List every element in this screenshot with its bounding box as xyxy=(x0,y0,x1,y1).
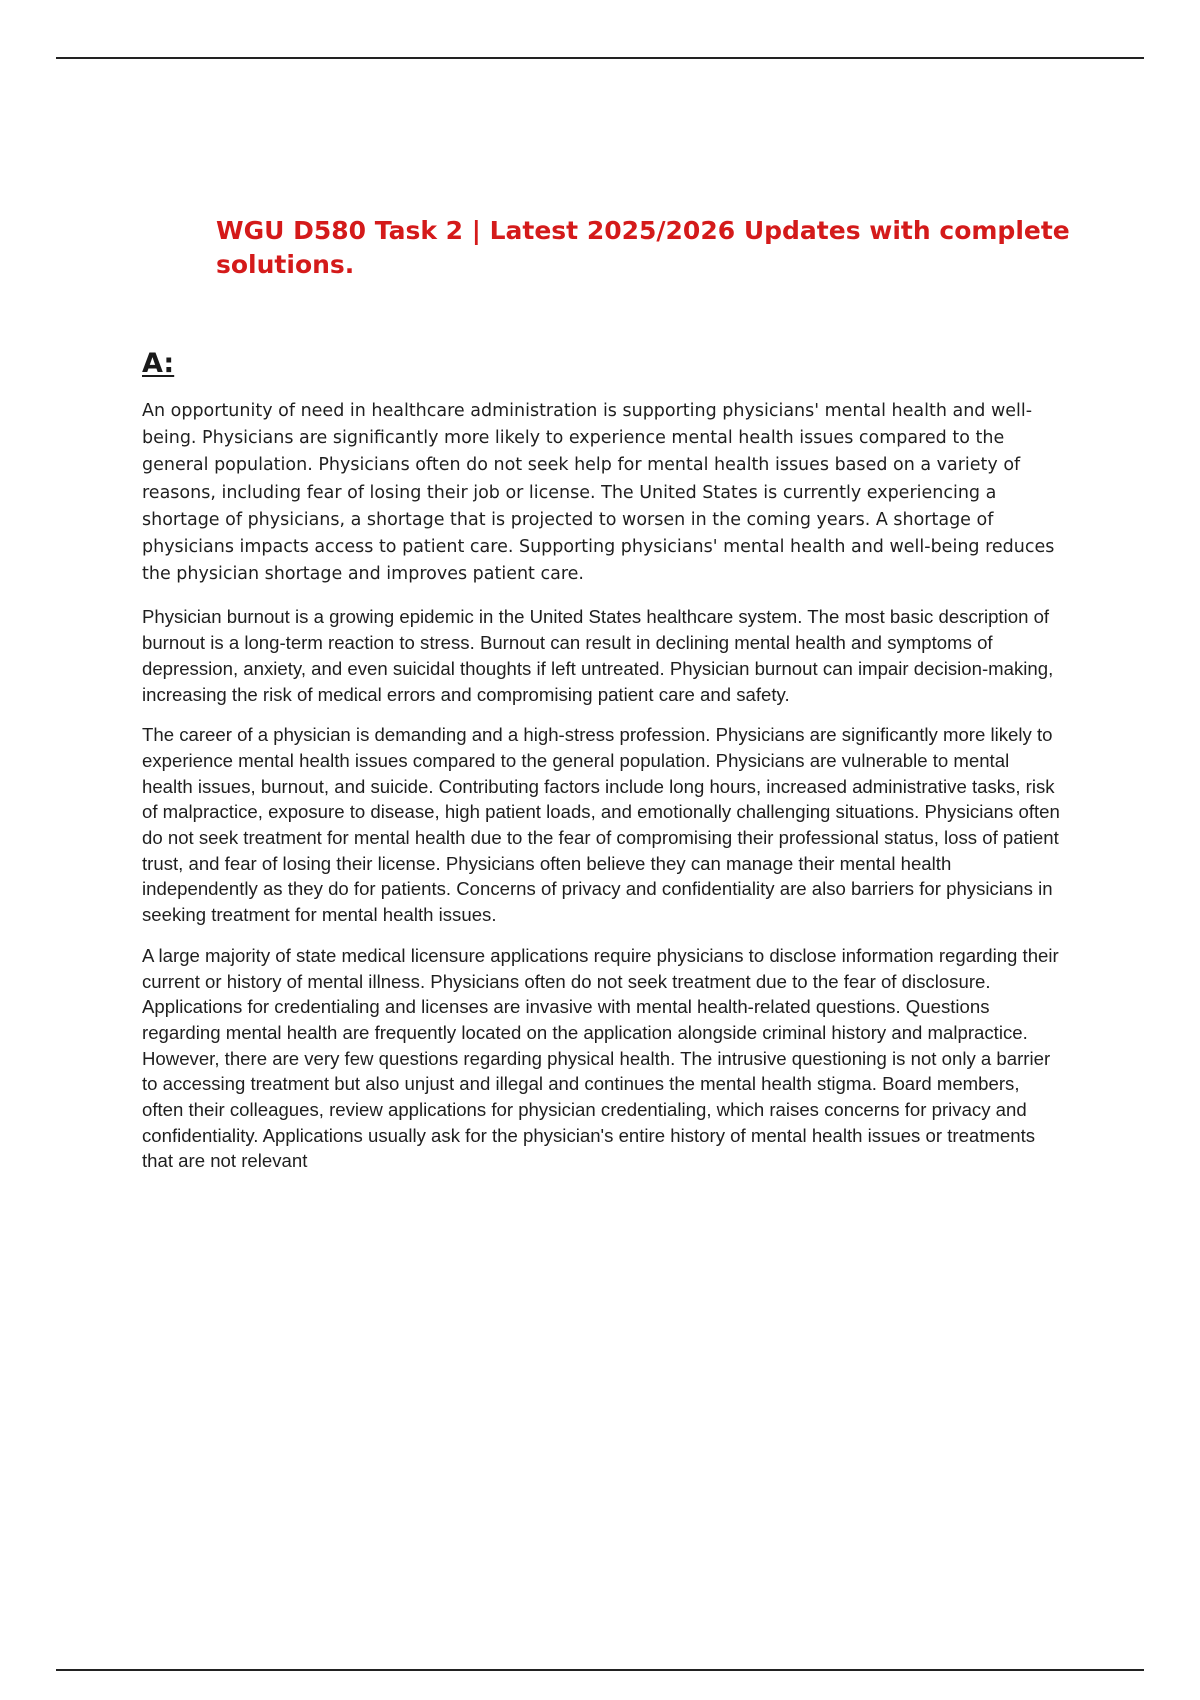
paragraph-1: An opportunity of need in healthcare administration is supporting physicians' mental health and well-being. Physicians are significantly more likely to experience mental health issues compared to the general population. Physicians often do not seek help for mental health issues based on a variety of reasons, including fear of losing their job or license. The United States is currently experiencing a shortage of physicians, a shortage that is projected to worsen in the coming years. A shortage of physicians impacts access to patient care. Supporting physicians' mental health and well-being reduces the physician shortage and improves patient care. xyxy=(142,401,1055,585)
document-body xyxy=(142,398,1060,1189)
paragraph-3: The career of a physician is demanding and a high-stress profession. Physicians are significantly more likely to experience mental health issues compared to the general population. Physicians are vulnerable to mental health issues, burnout, and suicide. Contributing factors include long hours, increased administrative tasks, risk of malpractice, exposure to disease, high patient loads, and emotionally challenging situations. Physicians often do not seek treatment for mental health due to the fear of compromising their professional status, loss of patient trust, and fear of losing their license. Physicians often believe they can manage their mental health independently as they do for patients. Concerns of privacy and confidentiality are also barriers for physicians in seeking treatment for mental health issues. xyxy=(142,724,1060,926)
bottom-rule xyxy=(56,1669,1144,1671)
section-heading: A: xyxy=(142,348,175,379)
paragraph-2: Physician burnout is a growing epidemic in the United States healthcare system. The most basic description of burnout is a long-term reaction to stress. Burnout can result in declining mental health and symptoms of depression, anxiety, and even suicidal thoughts if left untreated. Physician burnout can impair decision-making, increasing the risk of medical errors and compromising patient care and safety. xyxy=(142,606,1054,705)
paragraph-4: A large majority of state medical licensure applications require physicians to disclose information regarding their current or history of mental illness. Physicians often do not seek treatment due to the fear of disclosure. Applications for credentialing and licenses are invasive with mental health-related questions. Questions regarding mental health are frequently located on the application alongside criminal history and malpractice. However, there are very few questions regarding physical health. The intrusive questioning is not only a barrier to accessing treatment but also unjust and illegal and continues the mental health stigma. Board members, often their colleagues, review applications for physician credentialing, which raises concerns for privacy and confidentiality. Applications usually ask for the physician's entire history of mental health issues or treatments that are not relevant xyxy=(142,944,1059,1172)
document-title: WGU D580 Task 2 | Latest 2025/2026 Updates with complete solutions. xyxy=(216,216,1070,279)
top-rule xyxy=(56,57,1144,59)
